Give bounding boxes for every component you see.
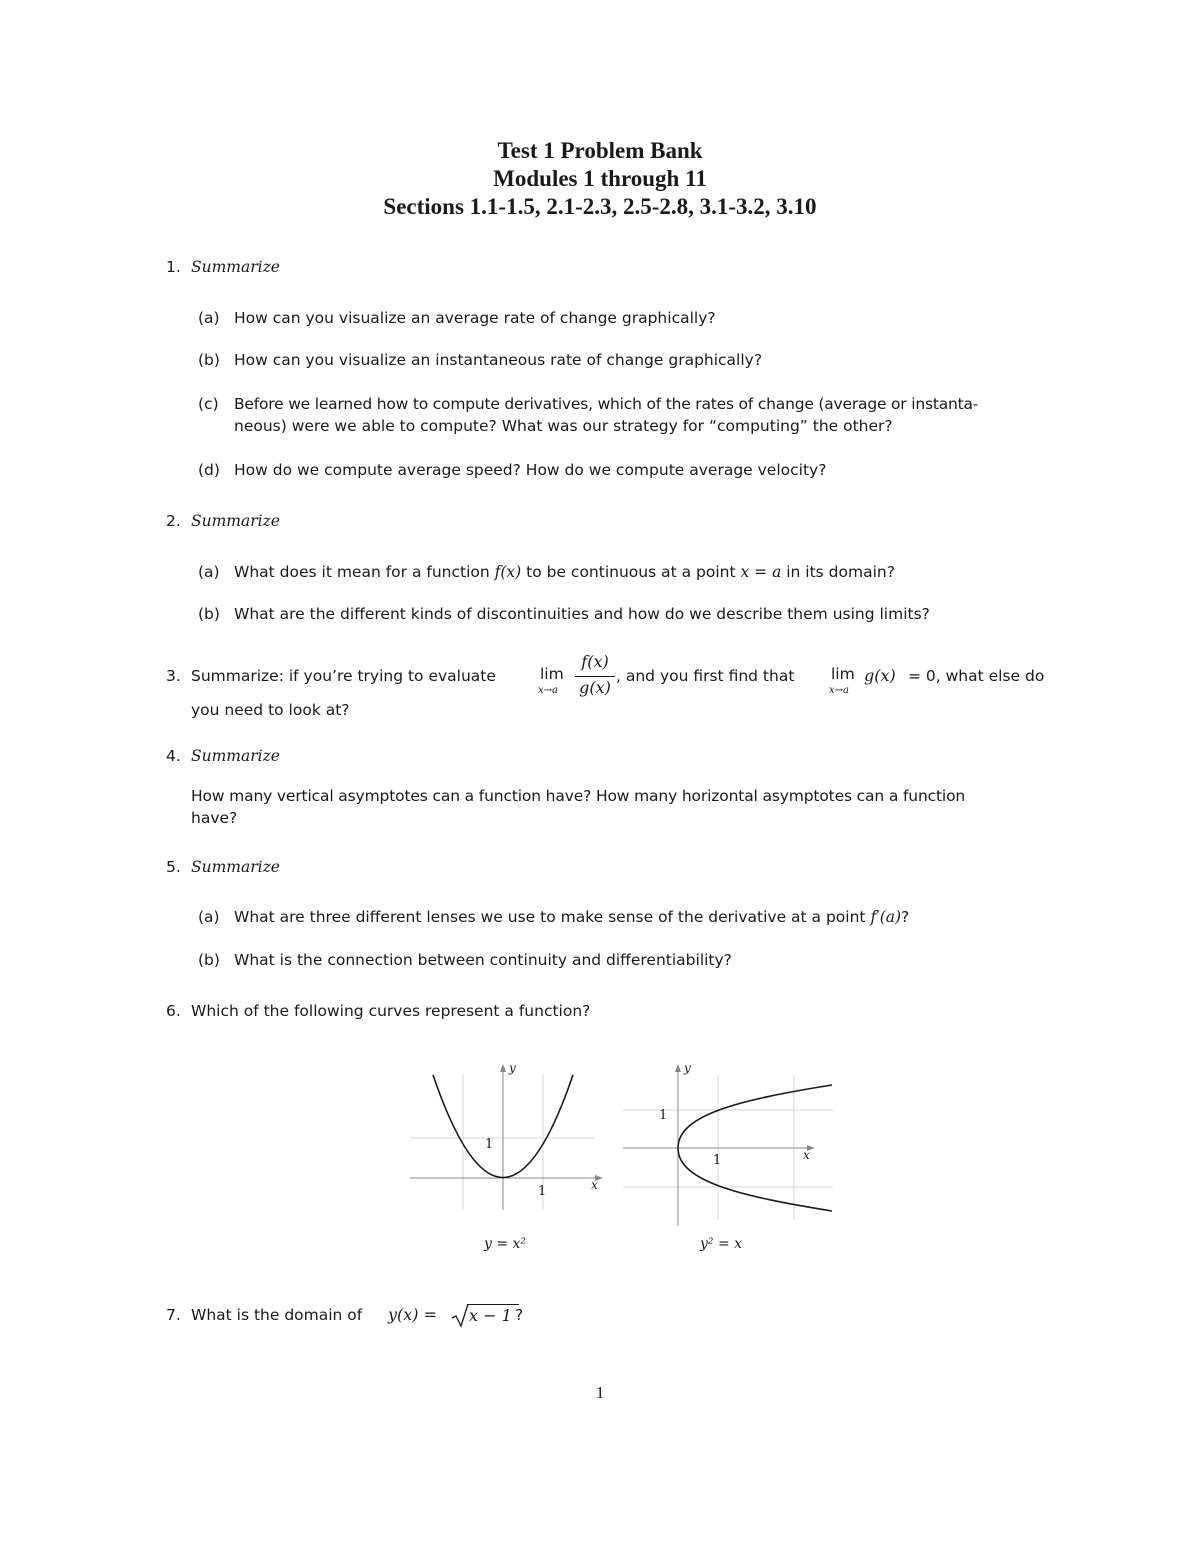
part-label: (a) [198,563,220,581]
x-axis-label: x [591,1178,598,1192]
part-text: What are the different kinds of discontinuities and how do we describe them using limits? [234,605,930,623]
problem-number: 1. [166,258,181,276]
limit-operator: lim [540,665,564,683]
x-axis-label: x [803,1148,810,1162]
problem-text: What is the domain of [191,1306,363,1324]
fraction-denominator: g(x) [579,678,611,697]
page-subtitle: Modules 1 through 11 [493,166,707,191]
problem-text-line-2: have? [191,809,238,827]
graph-sideways-parabola [618,1060,843,1230]
part-text: How can you visualize an instantaneous rate of change graphically? [234,351,763,369]
problem-text: ? [515,1306,524,1324]
problem-text-line-1: How many vertical asymptotes can a function have? How many horizontal asymptotes can a function [191,787,966,805]
part-text-line-2: neous) were we able to compute? What was our strategy for “computing” the other? [234,417,893,435]
graph-caption: y = x² [484,1236,527,1252]
problem-number: 6. [166,1002,181,1020]
x-tick-label: 1 [713,1153,722,1168]
part-label: (c) [198,395,219,413]
problem-number: 7. [166,1306,181,1324]
math-fx: f(x) [494,563,522,581]
y-tick-label: 1 [485,1137,494,1152]
problem-number: 5. [166,858,181,876]
part-text: How can you visualize an average rate of change graphically? [234,309,716,327]
math-x-eq-a: x = a [740,563,782,581]
problem-heading: Summarize [191,858,280,876]
limit-subscript: x→a [829,685,849,696]
y-axis-arrow [500,1064,506,1072]
problem-heading: Summarize [191,258,280,276]
x-tick-label: 1 [538,1184,547,1199]
math-fprime-a: f′(a) [870,908,902,926]
limit-subscript: x→a [538,685,558,696]
page-sections: Sections 1.1-1.5, 2.1-2.3, 2.5-2.8, 3.1-3.2, 3.10 [383,194,817,219]
y-axis-label: y [509,1061,516,1075]
problem-number: 4. [166,747,181,765]
fraction-numerator: f(x) [581,652,609,671]
part-text-line-1: Before we learned how to compute derivatives, which of the rates of change (average or instanta- [234,395,979,413]
y-axis-arrow [675,1064,681,1072]
part-label: (b) [198,605,220,623]
problem-text: Summarize: if you’re trying to evaluate [191,667,496,685]
part-text: How do we compute average speed? How do we compute average velocity? [234,461,827,479]
part-label: (a) [198,309,220,327]
part-text: What are three different lenses we use to make sense of the derivative at a point f′(a)? [234,908,910,926]
part-label: (a) [198,908,220,926]
part-label: (b) [198,951,220,969]
problem-number: 2. [166,512,181,530]
fraction-bar [575,676,615,677]
part-label: (d) [198,461,220,479]
radicand: x − 1 [469,1306,512,1325]
page-title: Test 1 Problem Bank [497,138,703,163]
problem-heading: Summarize [191,512,280,530]
part-label: (b) [198,351,220,369]
part-text: What does it mean for a function f(x) to be continuous at a point x = a in its domain? [234,563,895,581]
problem-text: = 0, what else do [908,667,1045,685]
graph-caption: y² = x [700,1236,743,1252]
math-yx: y(x) = [388,1305,438,1324]
problem-heading: Summarize [191,747,280,765]
problem-text-line-2: you need to look at? [191,701,350,719]
math-gx: g(x) [864,666,896,685]
radical-sign [451,1303,469,1329]
page-number: 1 [595,1383,605,1402]
y-tick-label: 1 [659,1108,668,1123]
problem-number: 3. [166,667,181,685]
y-axis-label: y [684,1061,691,1075]
problem-text: , and you first find that [616,667,795,685]
part-text: What is the connection between continuity and differentiability? [234,951,732,969]
problem-text: Which of the following curves represent a function? [191,1002,591,1020]
limit-operator: lim [831,665,855,683]
graph-parabola [400,1060,610,1210]
